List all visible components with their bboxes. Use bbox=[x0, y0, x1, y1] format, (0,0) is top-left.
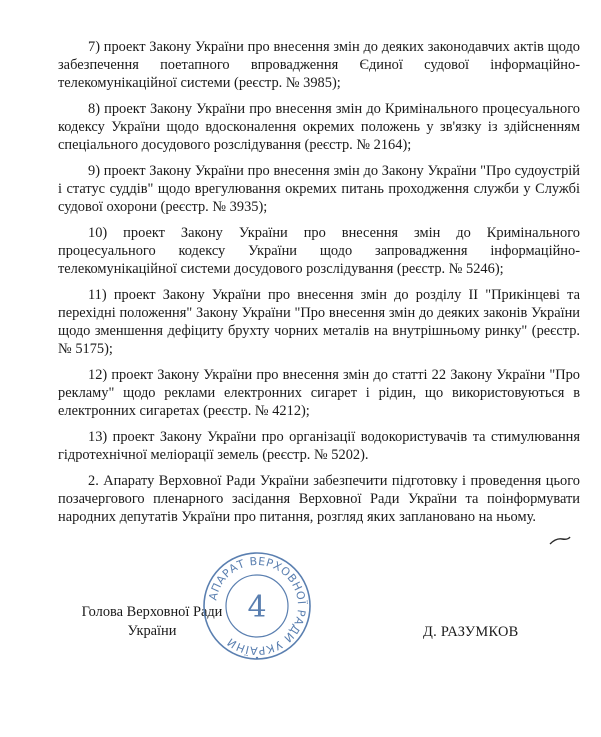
item-10: 10) проект Закону України про внесення змін до Кримінального процесуального кодексу України щодо запровадження інформаційно-телекомунікаційної системи досудового розслідування (реєстр. № 5246); bbox=[58, 225, 580, 277]
item-8: 8) проект Закону України про внесення змін до Кримінального процесуального кодексу України щодо вдосконалення окремих положень у зв'язку із здійсненням спеціального досудового розслідування (реєстр. № 2164); bbox=[58, 101, 580, 153]
stamp-seal bbox=[201, 550, 313, 662]
item-11: 11) проект Закону України про внесення змін до розділу II "Прикінцеві та перехідні положення" Закону України "Про внесення змін до деяких законів України щодо зменшення дефіциту брухту чорних металів на внутрішньому ринку" (реєстр. № 5175); bbox=[58, 287, 580, 357]
item-9: 9) проект Закону України про внесення змін до Закону України "Про судоустрій і статус суддів" щодо врегулювання окремих питань проходження служби у Службі судової охорони (реєстр. № 3935); bbox=[58, 163, 580, 215]
resolution-items bbox=[58, 38, 580, 534]
item-13: 13) проект Закону України про організації водокористувачів та стимулювання гідротехнічної меліорації земель (реєстр. № 5202). bbox=[58, 429, 580, 463]
item-12: 12) проект Закону України про внесення змін до статті 22 Закону України "Про рекламу" щодо реклами електронних сигарет і рідин, що використовуються в електронних сигаретах (реєстр. № 4212); bbox=[58, 367, 580, 419]
item-7: 7) проект Закону України про внесення змін до деяких законодавчих актів щодо забезпечення поетапного впровадження Єдиної судової інформаційно-телекомунікаційної системи (реєстр. № 3985); bbox=[58, 39, 580, 91]
stamp-number: 4 bbox=[247, 590, 267, 625]
official-stamp bbox=[201, 550, 313, 662]
pen-mark bbox=[548, 534, 572, 553]
signatory-title-line1: Голова Верховної Ради bbox=[81, 604, 223, 620]
signatory-name: Д. РАЗУМКОВ bbox=[423, 624, 519, 640]
clause-2: 2. Апарату Верховної Ради України забезпечити підготовку і проведення цього позачергового пленарного засідання Верховної Ради України та поінформувати народних депутатів України про питання, розгляд яких заплановано на ньому. bbox=[58, 473, 580, 525]
signatory-title-line2: України bbox=[127, 623, 177, 639]
stamp-text: АПАРАТ ВЕРХОВНОЇ РАДИ УКРАЇНИ bbox=[206, 554, 309, 658]
